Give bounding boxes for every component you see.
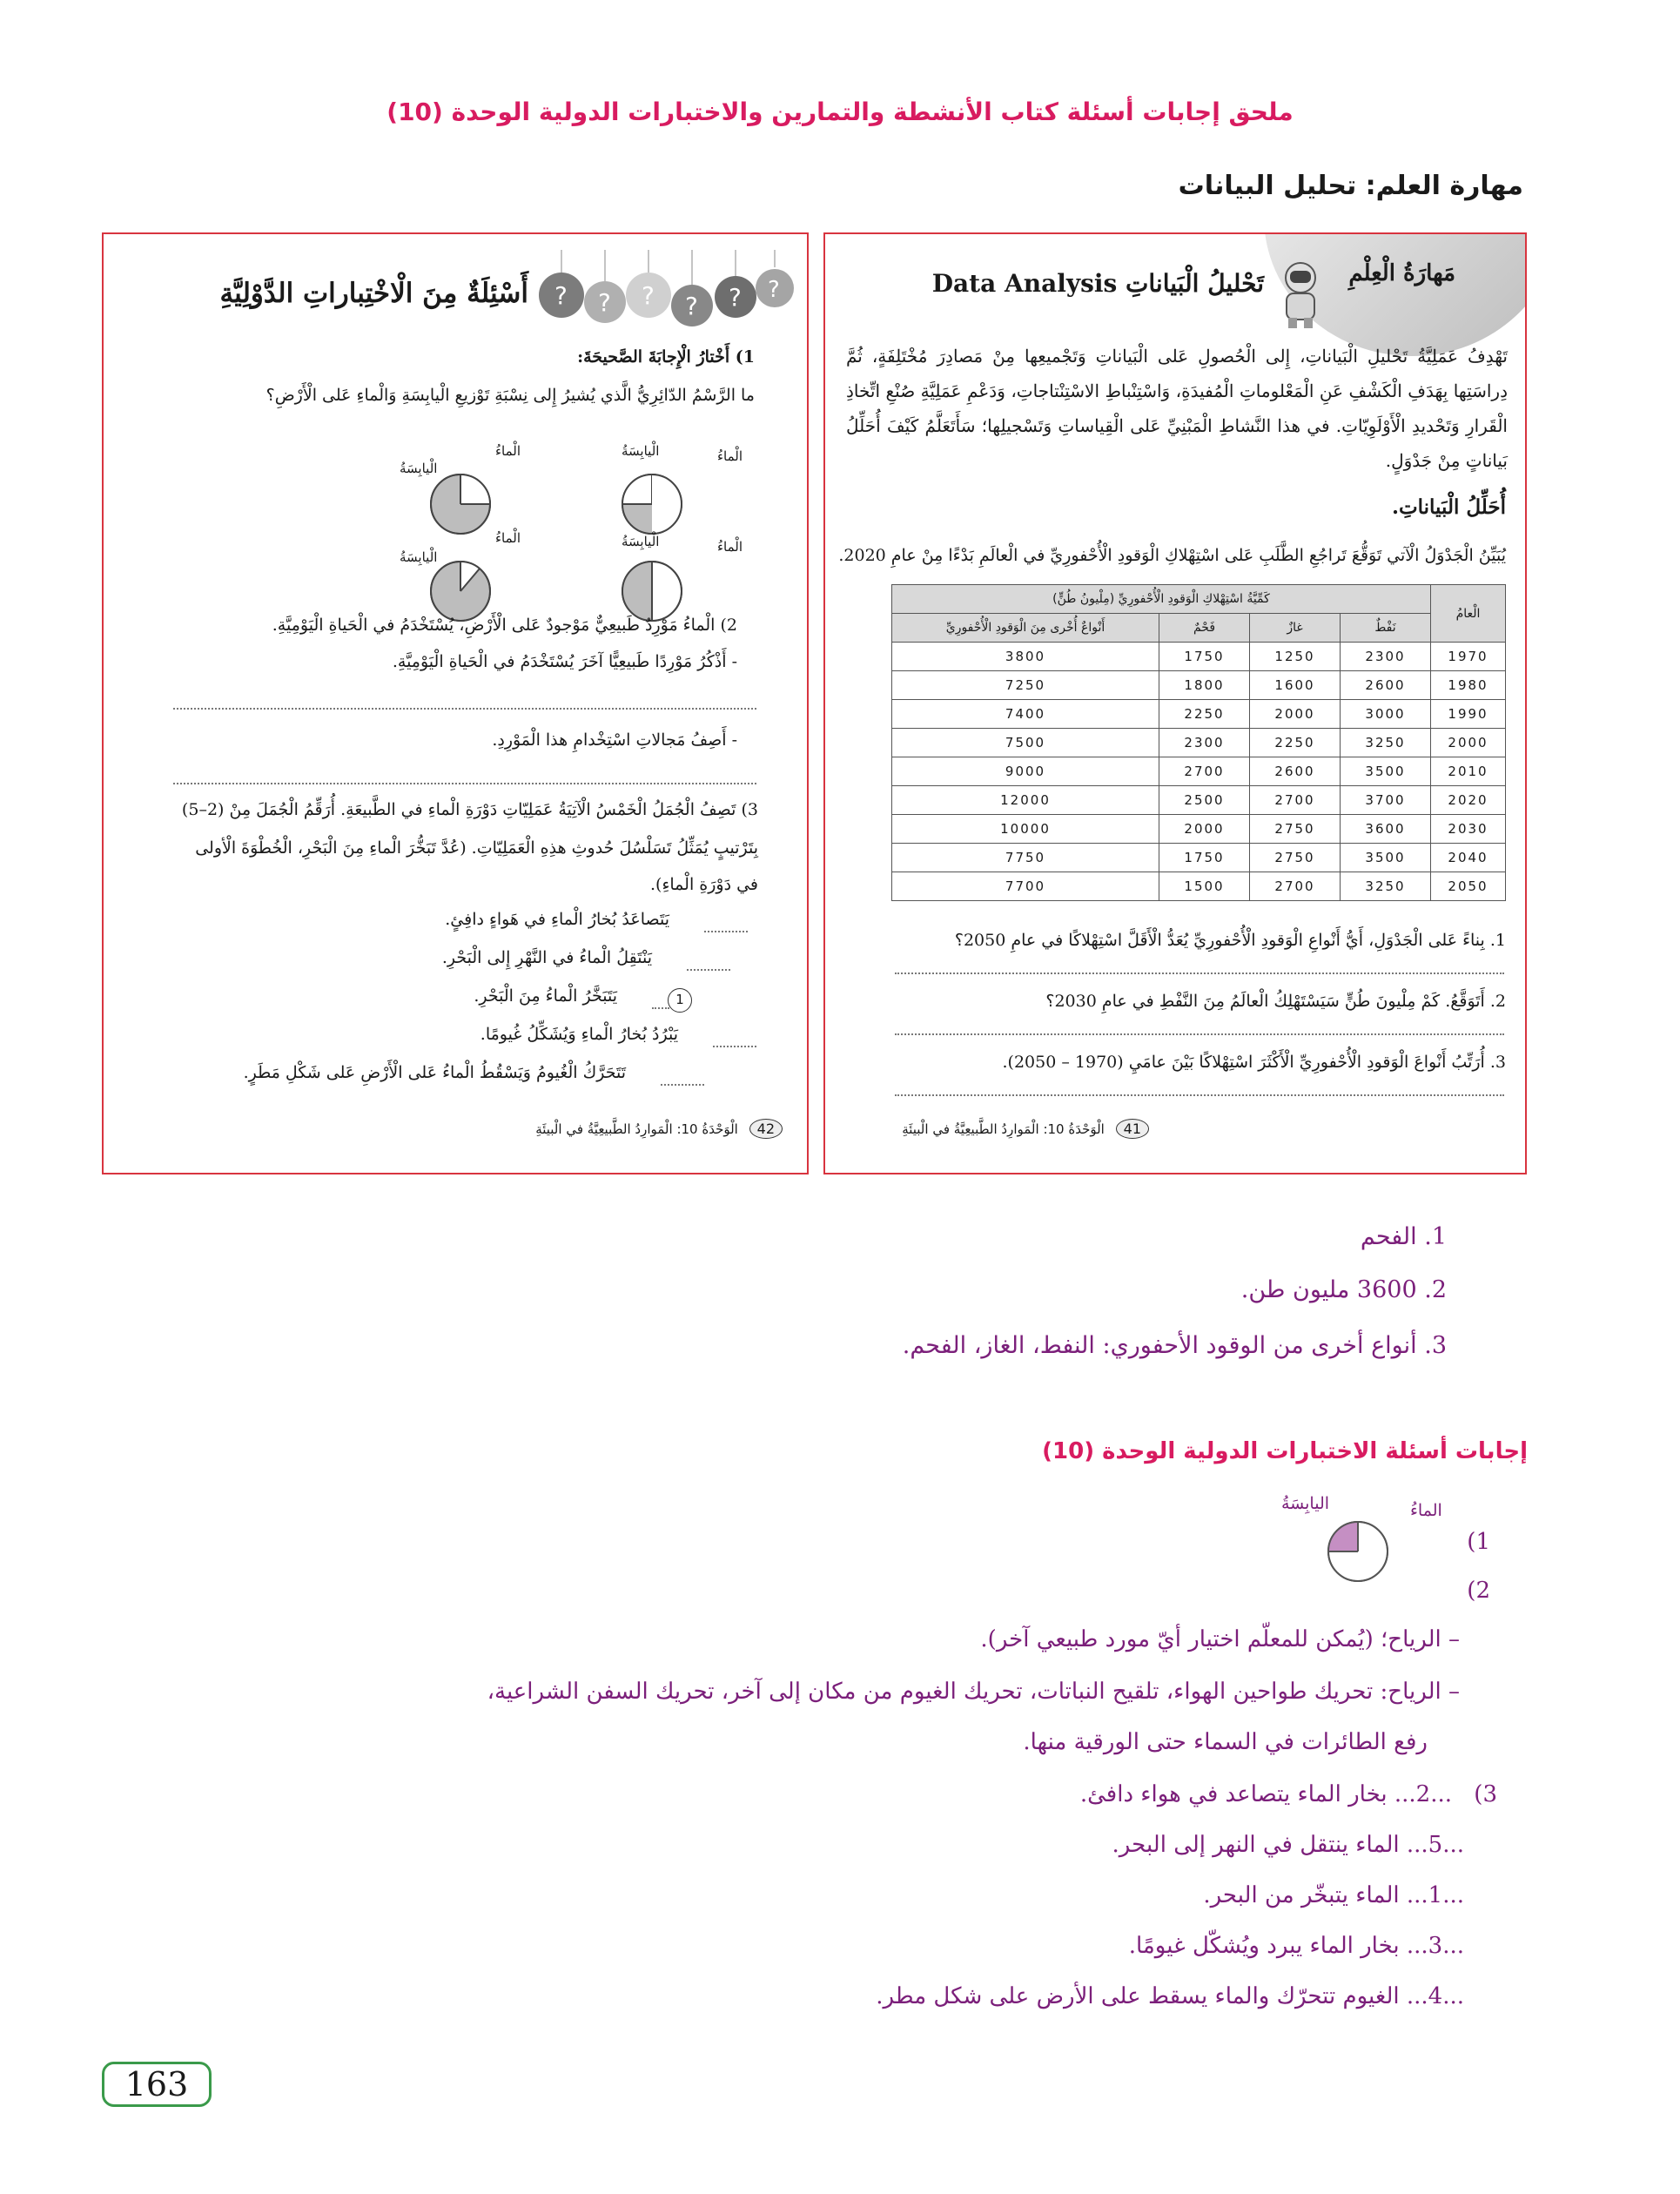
cell-year: 1980 xyxy=(1431,671,1506,700)
list-item xyxy=(234,910,669,929)
table-row xyxy=(892,786,1506,815)
cell-coal: 2000 xyxy=(1159,815,1250,844)
question-marks-icon xyxy=(535,250,796,328)
footer-text: الْوَحْدَةُ 10: الْمَوارِدُ الطَّبيعِيَّةُ في الْبيئَةِ xyxy=(535,1121,738,1137)
section-title: تَحْليلُ الْبَياناتِ Data Analysis xyxy=(931,269,1264,298)
fuel-consumption-table xyxy=(891,584,1506,901)
answer-1: 1. الفحم xyxy=(1360,1223,1447,1250)
pie-label-land: الْيابِسَةُ xyxy=(400,461,438,476)
page-badge: 41 xyxy=(1116,1119,1149,1139)
pie-label-water: الْماءُ xyxy=(717,448,743,464)
cell-gas: 1250 xyxy=(1250,643,1341,671)
pie-option-2[interactable] xyxy=(426,469,495,539)
cell-other: 10000 xyxy=(892,815,1159,844)
cell-gas: 2750 xyxy=(1250,815,1341,844)
answer-pie-chart xyxy=(1323,1517,1393,1586)
table-row xyxy=(892,872,1506,901)
cell-year: 2030 xyxy=(1431,815,1506,844)
cell-gas: 2750 xyxy=(1250,844,1341,872)
list-item xyxy=(243,1025,678,1044)
intro-paragraph: تَهْدِفُ عَمَلِيَّةُ تَحْليلِ الْبَياناتِ، إِلى الْحُصولِ عَلى الْبَياناتِ وَتَجْميعِها مِنْ مَصادِرَ مُخْتَلِفَةٍ، ثُمَّ دِراسَتِها بِهَدَفِ الْكَشْفِ عَنِ الْمَعْلوماتِ الْمُفيدَةِ، وَاسْتِنْباطِ الاسْتِنْتاجاتِ، وَدَعْمِ عَمَلِيَّةِ صُنْعِ اتِّخاذِ الْقَرارِ وَتَحْديدِ الْأَوْلَوِيّاتِ. في هذا النَّشاطِ الْمَبْنِيِّ عَلى الْقِياساتِ وَتَسْجيلِها؛ سَأَتَعَلَّمُ كَيْفَ أُحَلِّلُ بَياناتٍ مِنْ جَدْوَلٍ. xyxy=(846,346,1508,471)
cell-oil: 3500 xyxy=(1341,844,1431,872)
table-row xyxy=(892,643,1506,671)
intl-answer-num-1: 1) xyxy=(1467,1529,1490,1555)
cell-oil: 3500 xyxy=(1341,757,1431,786)
pie-label-water: الْماءُ xyxy=(495,530,521,546)
number-blank[interactable] xyxy=(704,931,748,932)
answer-line[interactable] xyxy=(895,1033,1504,1035)
cell-year: 2000 xyxy=(1431,729,1506,757)
cell-year: 2020 xyxy=(1431,786,1506,815)
col-other: أَنْواعٌ أُخْرى مِنَ الْوَقودِ الْأُحْفورِيِّ xyxy=(892,614,1159,643)
group-header: كَمِّيَّةُ اسْتِهْلاكِ الْوَقودِ الْأُحْفورِيِّ (مِلْيونُ طُنٍّ) xyxy=(892,585,1431,614)
cell-gas: 1600 xyxy=(1250,671,1341,700)
table-row xyxy=(892,757,1506,786)
col-oil: نَفْطٌ xyxy=(1341,614,1431,643)
q1-heading: 1) أَخْتارُ الْإِجابَةَ الصَّحيحَةَ: xyxy=(577,347,755,367)
list-item xyxy=(173,1063,626,1082)
cell-oil: 3250 xyxy=(1341,729,1431,757)
svg-text:?: ? xyxy=(685,292,698,320)
list-item xyxy=(182,986,617,1006)
page-badge: 42 xyxy=(749,1119,783,1139)
cell-coal: 2700 xyxy=(1159,757,1250,786)
item-text: تَتَحَرَّكُ الْغُيومُ وَيَسْقُطُ الْماءُ عَلى الْأَرْضِ عَلى شَكْلِ مَطَرٍ. xyxy=(243,1063,626,1082)
list-item xyxy=(217,948,652,967)
q2-text: 2) الْماءُ مَوْرِدٌ طَبيعِيٌّ مَوْجودٌ عَلى الْأَرْضِ، يُسْتَخْدَمُ في الْحَياةِ الْيَوْمِيَّةِ. xyxy=(272,616,737,635)
cell-year: 1990 xyxy=(1431,700,1506,729)
table-row xyxy=(892,729,1506,757)
intl-answer-2b-cont: رفع الطائرات في السماء حتى الورقية منها. xyxy=(1023,1729,1428,1755)
q1-text: ما الرَّسْمُ الدّائِرِيُّ الَّذي يُشيرُ إِلى نِسْبَةِ تَوْزيعِ الْيابِسَةِ وَالْماءِ عَلى الْأَرْضِ؟ xyxy=(265,386,755,405)
svg-text:?: ? xyxy=(554,281,568,310)
order-item: ...3... بخار الماء يبرد ويُشكّل غيومًا. xyxy=(1128,1933,1464,1959)
cell-other: 7700 xyxy=(892,872,1159,901)
cell-oil: 2600 xyxy=(1341,671,1431,700)
cell-oil: 3700 xyxy=(1341,786,1431,815)
cell-gas: 2700 xyxy=(1250,872,1341,901)
cell-year: 1970 xyxy=(1431,643,1506,671)
panel-footer xyxy=(487,1119,783,1154)
item-text: يَبْرُدُ بُخارُ الْماءِ وَيُشَكِّلُ غُيومًا. xyxy=(480,1025,678,1044)
skill-badge: مَهارَةُ الْعِلْمِ xyxy=(1348,260,1455,286)
activity-page-41 xyxy=(823,232,1527,1174)
cell-coal: 2250 xyxy=(1159,700,1250,729)
cell-coal: 1750 xyxy=(1159,844,1250,872)
page-title: ملحق إجابات أسئلة كتاب الأنشطة والتمارين والاختبارات الدولية الوحدة (10) xyxy=(386,98,1294,126)
pie-label-water: الْماءُ xyxy=(495,443,521,459)
cell-year: 2010 xyxy=(1431,757,1506,786)
cell-oil: 3600 xyxy=(1341,815,1431,844)
col-gas: غازٌ xyxy=(1250,614,1341,643)
question-2: 2. أَتَوَقَّعُ. كَمْ مِلْيونَ طُنٍّ سَيَسْتَهْلِكُ الْعالَمُ مِنَ النَّفْطِ في عامِ 2030؟ xyxy=(1045,992,1506,1011)
cell-oil: 2300 xyxy=(1341,643,1431,671)
pie-option-1[interactable] xyxy=(617,469,687,539)
question-1: 1. بِناءً عَلى الْجَدْوَلِ، أَيُّ أَنْواعِ الْوَقودِ الْأُحْفورِيِّ يُعَدُّ الْأَقَلَّ اسْتِهْلاكًا في عامِ 2050؟ xyxy=(954,931,1506,950)
intl-answer-num-3: 3) xyxy=(1474,1781,1497,1807)
number-blank[interactable] xyxy=(713,1046,756,1047)
cell-other: 7750 xyxy=(892,844,1159,872)
pie-label-land: الْيابِسَةُ xyxy=(622,534,660,549)
answer-pie-label-water: الماءُ xyxy=(1410,1501,1442,1520)
item-text: يَنْتَقِلُ الْماءُ في النَّهْرِ إِلى الْبَحْرِ. xyxy=(441,948,652,967)
table-row xyxy=(892,844,1506,872)
cell-other: 7400 xyxy=(892,700,1159,729)
intl-answer-2b: – الرياح: تحريك طواحين الهواء، تلقيح النباتات، تحريك الغيوم من مكان إلى آخر، تحريك السفن الشراعية، xyxy=(487,1679,1460,1705)
cell-year: 2050 xyxy=(1431,872,1506,901)
intl-answer-2a: – الرياح؛ (يُمكن للمعلّم اختيار أيّ مورد طبيعي آخر). xyxy=(980,1626,1460,1652)
given-number-circle: 1 xyxy=(668,988,692,1013)
cell-other: 3800 xyxy=(892,643,1159,671)
q2-a: - أَذْكُرُ مَوْرِدًا طَبيعِيًّا آخَرَ يُسْتَخْدَمُ في الْحَياةِ الْيَوْمِيَّةِ. xyxy=(392,652,737,671)
pie-label-land: الْيابِسَةُ xyxy=(622,443,660,459)
cell-coal: 2500 xyxy=(1159,786,1250,815)
cell-other: 7250 xyxy=(892,671,1159,700)
cell-gas: 2600 xyxy=(1250,757,1341,786)
order-item: ...2... بخار الماء يتصاعد في هواء دافئ. xyxy=(1079,1781,1452,1807)
footer-text: الْوَحْدَةُ 10: الْمَوارِدُ الطَّبيعِيَّةُ في الْبيئَةِ xyxy=(902,1121,1105,1137)
cell-gas: 2250 xyxy=(1250,729,1341,757)
skill-heading: مهارة العلم: تحليل البيانات xyxy=(1178,171,1523,201)
svg-text:?: ? xyxy=(598,288,611,317)
cell-coal: 1800 xyxy=(1159,671,1250,700)
pie-options xyxy=(330,443,800,609)
cell-other: 9000 xyxy=(892,757,1159,786)
svg-text:?: ? xyxy=(768,277,780,303)
item-text: يَتَصاعَدُ بُخارُ الْماءِ في هَواءٍ دافِئٍ. xyxy=(445,910,669,929)
number-blank[interactable] xyxy=(652,1007,669,1009)
q3-line3: في دَوْرَةِ الْماءِ). xyxy=(650,875,758,894)
panel-footer xyxy=(870,1119,1149,1154)
cell-other: 12000 xyxy=(892,786,1159,815)
cell-year: 2040 xyxy=(1431,844,1506,872)
cell-gas: 2700 xyxy=(1250,786,1341,815)
answer-line[interactable] xyxy=(895,972,1504,974)
answer-3: 3. أنواع أخرى من الوقود الأحفوري: النفط، الغاز، الفحم. xyxy=(902,1332,1447,1359)
col-coal: فَحْمٌ xyxy=(1159,614,1250,643)
activity-page-42 xyxy=(102,232,809,1174)
answer-pie-label-land: اليابِسَةُ xyxy=(1281,1494,1330,1513)
pie-label-water: الْماءُ xyxy=(717,539,743,555)
answer-line[interactable] xyxy=(173,708,756,710)
svg-text:?: ? xyxy=(729,283,742,312)
pie-label-land: الْيابِسَةُ xyxy=(400,549,438,565)
q2-b: - أَصِفُ مَجالاتِ اسْتِخْدامِ هذا الْمَوْرِدِ. xyxy=(492,730,737,750)
cell-other: 7500 xyxy=(892,729,1159,757)
cell-coal: 1500 xyxy=(1159,872,1250,901)
question-3: 3. أُرَتِّبُ أَنْواعَ الْوَقودِ الْأُحْفورِيِّ الْأَكْثَرَ اسْتِهْلاكًا بَيْنَ عامَيِ (1970 – 2050). xyxy=(1002,1053,1506,1072)
page-number: 163 xyxy=(102,2062,212,2107)
answer-line[interactable] xyxy=(173,783,756,784)
item-text: يَتَبَخَّرُ الْماءُ مِنَ الْبَحْرِ. xyxy=(474,986,617,1006)
answer-2: 2. 3600 مليون طن. xyxy=(1240,1276,1447,1303)
cell-oil: 3000 xyxy=(1341,700,1431,729)
q3-line2: بِتَرْتيبٍ يُمَثِّلُ تَسَلْسُلَ حُدوثِ هذِهِ الْعَمَلِيّاتِ. (عُدَّ تَبَخُّرَ الْماءِ مِنَ الْبَحْرِ، الْخُطْوَةَ الْأولى xyxy=(195,838,758,858)
order-item: ...5... الماء ينتقل في النهر إلى البحر. xyxy=(1112,1832,1464,1858)
order-item: ...1... الماء يتبخّر من البحر. xyxy=(1203,1882,1464,1908)
table-intro: يُبَيِّنُ الْجَدْوَلُ الْآتي تَوَقُّعَ تَراجُعِ الطَّلَبِ عَلى اسْتِهْلاكِ الْوَقودِ الْأُحْفورِيِّ في الْعالَمِ بَدْءًا مِنْ عامِ 2020. xyxy=(838,546,1506,565)
table-row xyxy=(892,671,1506,700)
year-header: الْعامُ xyxy=(1431,585,1506,643)
cell-coal: 1750 xyxy=(1159,643,1250,671)
table-row xyxy=(892,815,1506,844)
number-blank[interactable] xyxy=(687,969,730,971)
intl-answers-heading: إجابات أسئلة الاختبارات الدولية الوحدة (10) xyxy=(1042,1438,1528,1464)
q3-line1: 3) تَصِفُ الْجُمَلُ الْخَمْسُ الْآتِيَةُ عَمَلِيّاتِ دَوْرَةِ الْماءِ في الطَّبيعَةِ. أُرَقِّمُ الْجُمَلَ مِنْ (2–5) xyxy=(181,800,758,819)
analyze-heading: أُحَلِّلُ الْبَياناتِ. xyxy=(1391,495,1506,519)
svg-text:?: ? xyxy=(642,281,655,310)
answer-line[interactable] xyxy=(895,1094,1504,1096)
table-row xyxy=(892,700,1506,729)
cell-gas: 2000 xyxy=(1250,700,1341,729)
order-item: ...4... الغيوم تتحرّك والماء يسقط على الأرض على شكل مطر. xyxy=(876,1983,1464,2009)
cell-coal: 2300 xyxy=(1159,729,1250,757)
cell-oil: 3250 xyxy=(1341,872,1431,901)
number-blank[interactable] xyxy=(661,1084,704,1086)
intl-answer-num-2: 2) xyxy=(1467,1578,1490,1604)
intl-questions-title: أَسْئِلَةٌ مِنَ الْاخْتِباراتِ الدَّوْلِيَّةِ xyxy=(219,278,528,309)
astronaut-icon xyxy=(1276,260,1325,330)
